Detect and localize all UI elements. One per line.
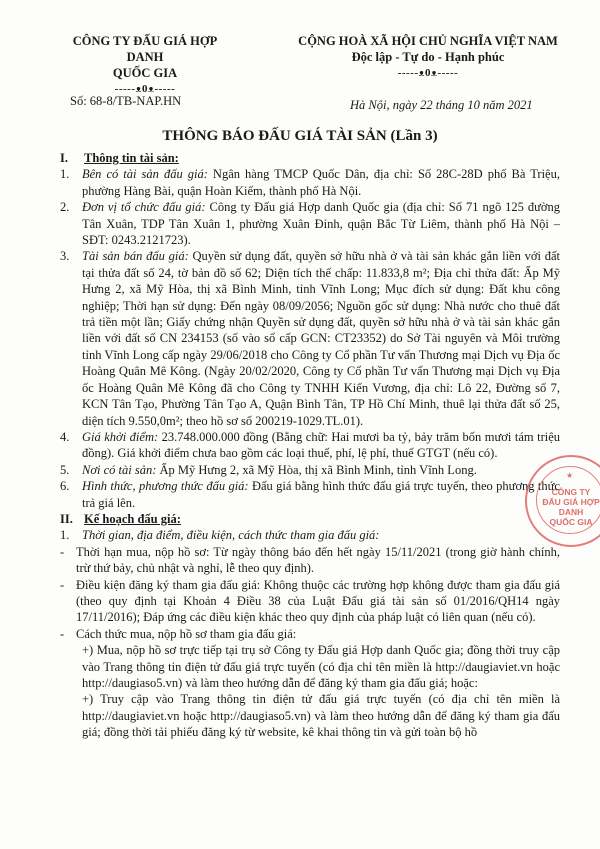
section-number: II. — [60, 511, 73, 526]
bullet-text: Thời hạn mua, nộp hồ sơ: Từ ngày thông báo đến hết ngày 15/11/2021 (trong giờ hành chính, trừ thứ bảy, chủ nhật và nghỉ, lễ theo quy định). — [76, 544, 560, 576]
section-title: Thông tin tài sản: — [84, 151, 179, 165]
bullet-dash: - — [60, 544, 65, 559]
item-number: 6. — [60, 479, 70, 494]
list-item — [60, 166, 560, 199]
page-title: THÔNG BÁO ĐẤU GIÁ TÀI SẢN (Lần 3) — [162, 128, 438, 144]
item-text: Công ty Đấu giá Hợp danh Quốc gia (địa chỉ: Số 71 ngõ 125 đường Tân Xuân, TDP Tân Xuân 1, phường Xuân Đỉnh, quận Bắc Từ Liêm, thành phố Hà Nội – SĐT: 0243.2121723). — [82, 200, 561, 248]
seal-line: QUỐC GIA — [549, 517, 593, 527]
bullet-item — [60, 626, 560, 642]
company-name-line1: CÔNG TY ĐẤU GIÁ HỢP DANH — [72, 34, 218, 64]
subsection-heading — [60, 527, 560, 543]
section-heading — [60, 150, 560, 166]
item-text: Đấu giá bằng hình thức đấu giá trực tuyến, theo phương thức trả giá lên. — [82, 479, 560, 510]
section-title: Kế hoạch đấu giá: — [84, 511, 181, 526]
item-text: Quyền sử dụng đất, quyền sở hữu nhà ở và tài sản khác gắn liền với đất tại thửa đất số 24, tờ bản đồ số 62; Diện tích thế chấp: 11.833,8 m²; Địa chỉ thửa đất: Ấp Mỹ Hưng 2, xã Mỹ Hòa, thị xã Bình Minh, tỉnh Vĩnh Long; Mục đích sử dụng: Đất khu công nghiệp; Thời hạn sử dụng: Đến ngày 08/09/2056; Nguồn gốc sử dụng: Nhà nước cho thuê đất trả tiền một lần; Giấy chứng nhận Quyền sử dụng đất, quyền sở hữu nhà ở và tài sản khác gắn liền với đất số CN 234153 (số vào sổ cấp GCN: CT23352) do Sở Tài nguyên và Môi trường tỉnh Vĩnh Long cấp ngày 29/06/2018 cho Công ty Cổ phần Tư vấn Thương mại Dịch vụ Địa ốc Hoàng Quân Mê Kông. (Ngày 20/02/2020, Công ty Cổ phần Tư vấn Thương mại Dịch vụ Địa ốc Hoàng Quân Mê Kông đã cho Công ty TNHH Kiến Vương, địa chỉ: Lô 22, Đường số 7, KCN Tân Tạo, Phường Tân Tạo A, Quận Bình Tân, TP Hồ Chí Minh, thuê lại thửa đất số 25, diện tích 9.550,0m²; theo hồ sơ số 200219-1029.TL.01). — [82, 249, 560, 428]
item-text: Ấp Mỹ Hưng 2, xã Mỹ Hòa, thị xã Bình Minh, tỉnh Vĩnh Long. — [156, 462, 477, 477]
document-number: Số: 68-8/TB-NAP.HN — [70, 94, 182, 108]
item-text: 23.748.000.000 đồng (Bằng chữ: Hai mươi ba tỷ, bảy trăm bốn mươi tám triệu đồng). Giá khởi điểm chưa bao gồm các loại thuế, phí, lệ phí, thuế GTGT (nếu có). — [82, 429, 561, 461]
list-item — [60, 478, 560, 511]
document-body — [60, 150, 560, 741]
seal-line: ĐẤU GIÁ HỢP DANH — [542, 497, 600, 517]
item-label: Bên có tài sản đấu giá: — [82, 167, 208, 182]
country-name: CỘNG HOÀ XÃ HỘI CHỦ NGHĨA VIỆT NAM — [298, 34, 558, 48]
bullet-dash: - — [60, 577, 65, 592]
list-item — [60, 462, 560, 478]
paragraph: +) Truy cập vào Trang thông tin điện tử đấu giá trực tuyến (có địa chỉ tên miền là http://daugiaviet.vn hoặc http://daugiaso5.vn) và làm theo hướng dẫn để đăng ký tham gia đấu giá; đồng thời tải phiếu đăng ký từ website, kê khai thông tin và gửi toàn bộ hồ — [82, 692, 560, 740]
company-divider: -----ᴥ0ᴥ----- — [114, 83, 176, 95]
item-label: Tài sản bán đấu giá: — [82, 249, 189, 264]
bullet-text: Cách thức mua, nộp hồ sơ tham gia đấu giá: — [76, 626, 297, 641]
seal-line: CÔNG TY — [551, 487, 591, 497]
document-date: Hà Nội, ngày 22 tháng 10 năm 2021 — [350, 98, 533, 112]
item-label: Nơi có tài sản: — [82, 462, 157, 477]
national-header — [268, 33, 588, 81]
item-number: 3. — [60, 249, 70, 264]
item-number: 1. — [60, 528, 70, 543]
motto-divider: -----ᴥ0ᴥ----- — [397, 67, 459, 79]
star-icon: ★ — [566, 471, 574, 480]
bullet-item — [60, 577, 560, 626]
list-item — [60, 199, 560, 248]
item-label: Đơn vị tổ chức đấu giá: — [82, 200, 206, 215]
item-text: Ngân hàng TMCP Quốc Dân, địa chỉ: Số 28C-28D phố Bà Triệu, phường Hàng Bài, quận Hoàn Kiếm, thành phố Hà Nội. — [82, 167, 560, 198]
item-number: 4. — [60, 429, 70, 444]
seal-text — [539, 487, 600, 527]
company-name-line2: QUỐC GIA — [112, 66, 178, 80]
item-label: Hình thức, phương thức đấu giá: — [82, 479, 249, 494]
list-item — [60, 429, 560, 462]
bullet-text: Điều kiện đăng ký tham gia đấu giá: Không thuộc các trường hợp không được tham gia đấu giá (theo quy định tại Khoản 4 Điều 38 của Luật Đấu giá tài sản số 01/2016/QH14 ngày 17/11/2016); Đáp ứng các điều kiện khác theo quy định của pháp luật có liên quan (nếu có). — [76, 577, 560, 625]
section-number: I. — [60, 151, 68, 165]
list-item — [60, 248, 560, 428]
section-heading — [60, 511, 560, 527]
subsection-title: Thời gian, địa điểm, điều kiện, cách thức tham gia đấu giá: — [82, 528, 380, 543]
bullet-item — [60, 544, 560, 577]
paragraph: +) Mua, nộp hồ sơ trực tiếp tại trụ sở Công ty Đấu giá Hợp danh Quốc gia; đồng thời truy cập vào Trang thông tin điện tử đấu giá trực tuyến (có địa chỉ tên miền là http://daugiaviet.vn hoặc http://daugiaso5.vn) và làm theo hướng dẫn để đăng ký tham gia đấu giá; hoặc: — [82, 643, 560, 690]
company-header — [55, 33, 235, 97]
item-number: 5. — [60, 462, 70, 477]
item-label: Giá khởi điểm: — [82, 429, 159, 444]
bullet-dash: - — [60, 626, 65, 641]
item-number: 2. — [60, 200, 70, 215]
item-number: 1. — [60, 167, 70, 182]
national-motto: Độc lập - Tự do - Hạnh phúc — [351, 50, 505, 64]
